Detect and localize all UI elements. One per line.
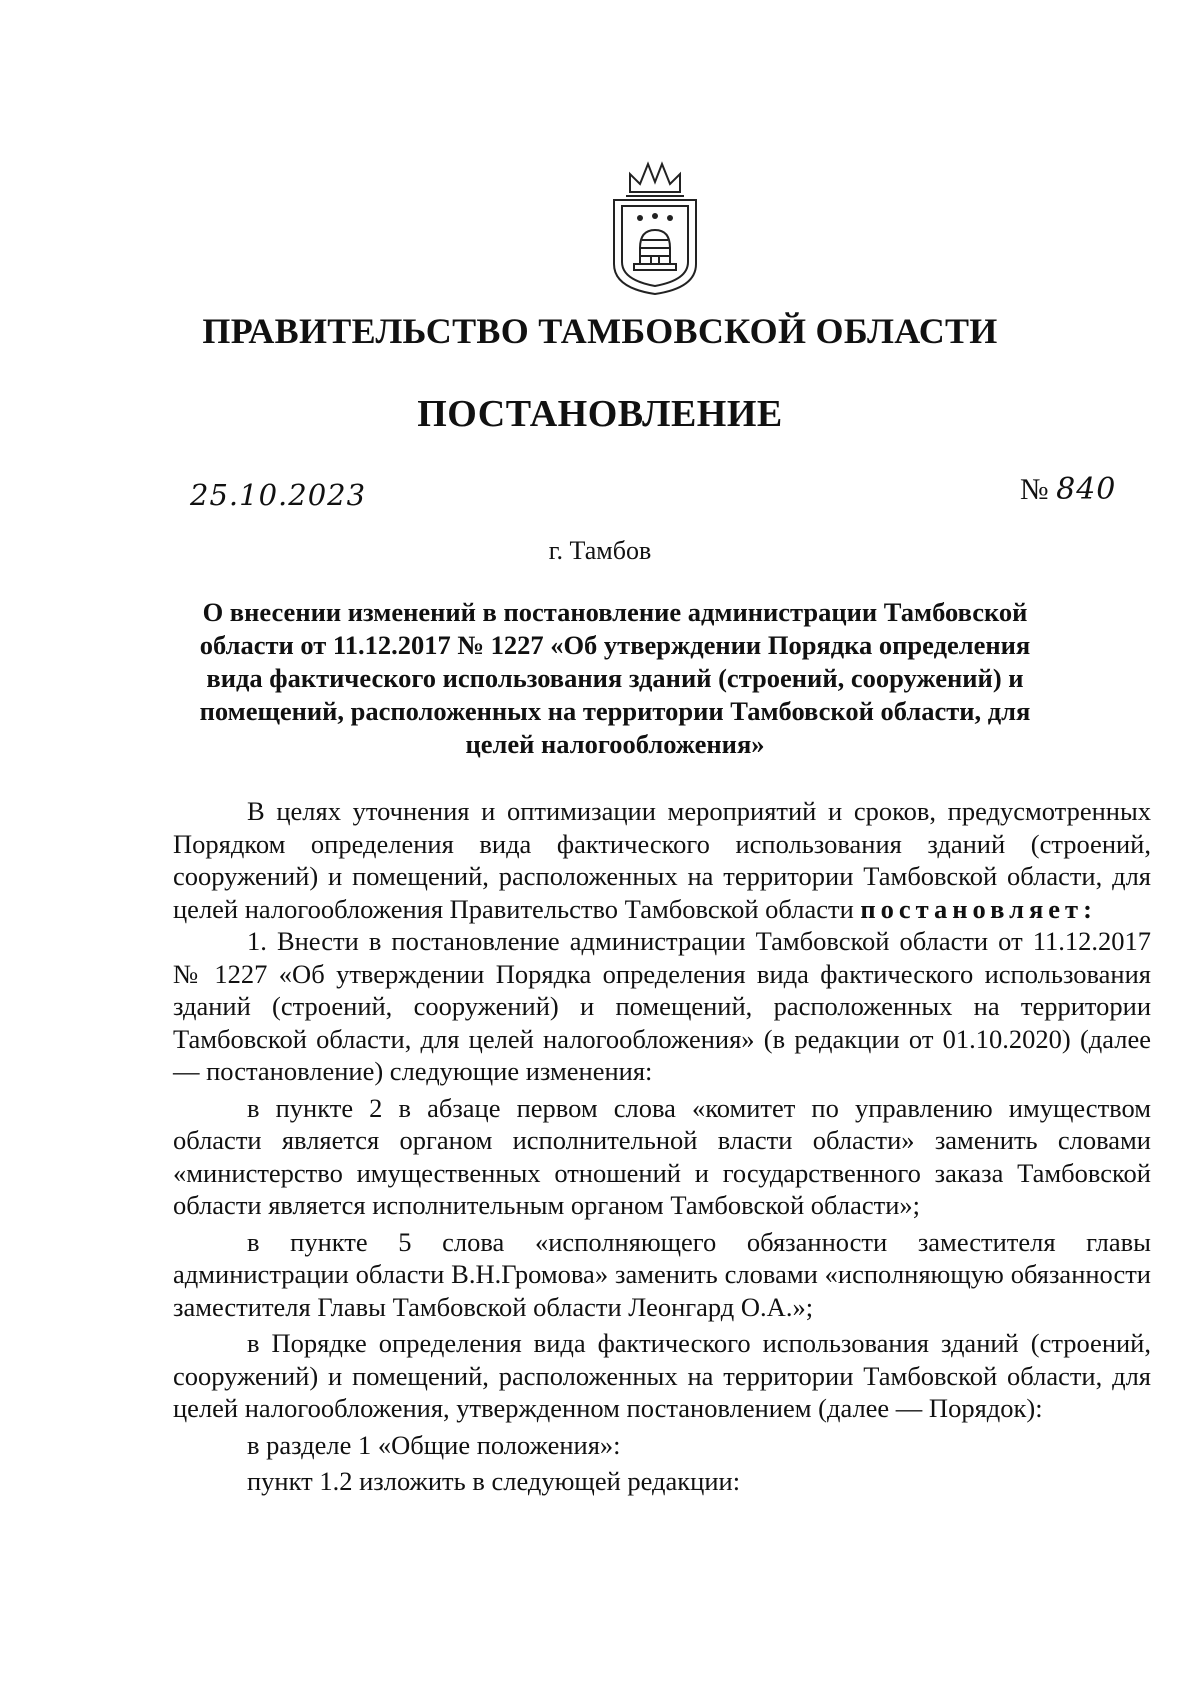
decree-title: О внесении изменений в постановление администрации Тамбовской области от 11.12.2017 № 1227 «Об утверждении Порядка определения вида фактического использования зданий (строений, сооружений) и помещений, расположенных на территории Тамбовской области, для целей налогообложения» [199,597,1031,759]
paragraph-4: в Порядке определения вида фактического использования зданий (строений, сооружений) и помещений, расположенных на территории Тамбовской области, для целей налогообложения, утвержденном постановлением (далее — Порядок): [173,1328,1151,1423]
preamble-text: В целях уточнения и оптимизации мероприятий и сроков, предусмотренных Порядком определения вида фактического использования зданий (строений, сооружений) и помещений, расположенных на территории Тамбовской области, для целей налогообложения Правительство Тамбовской области [173,796,1151,924]
decree-body [173,795,1151,1498]
tambov-coat-of-arms-icon [600,152,710,297]
paragraph-1: 1. Внести в постановление администрации Тамбовской области от 11.12.2017 № 1227 «Об утверждении Порядка определения вида фактического использования зданий (строений, сооружений) и помещений, расположенных на территории Тамбовской области, для целей налогообложения» (в редакции от 01.10.2020) (далее — постановление) следующие изменения: [173,926,1151,1086]
number-value: 840 [1056,472,1117,507]
government-name: ПРАВИТЕЛЬСТВО ТАМБОВСКОЙ ОБЛАСТИ [202,311,998,351]
preamble-paragraph [173,795,1151,925]
paragraph-6: пункт 1.2 изложить в следующей редакции: [247,1466,741,1496]
document-type: ПОСТАНОВЛЕНИЕ [417,393,783,435]
decree-number [1020,472,1116,507]
city: г. Тамбов [548,536,652,565]
paragraph-5: в разделе 1 «Общие положения»: [247,1429,621,1460]
paragraph-3: в пункте 5 слова «исполняющего обязанности заместителя главы администрации области В.Н.Громова» заменить словами «исполняющую обязанности заместителя Главы Тамбовской области Леонгард О.А.»; [173,1226,1151,1322]
decree-date: 25.10.2023 [190,478,367,512]
resolves-word: постановляет: [860,893,1097,924]
number-label: № [1020,473,1049,506]
paragraph-2: в пункте 2 в абзаце первом слова «комитет по управлению имуществом области является органом исполнительной власти области» заменить словами «министерство имущественных отношений и государственного заказа Тамбовской области является исполнительным органом Тамбовской области»; [173,1092,1151,1220]
